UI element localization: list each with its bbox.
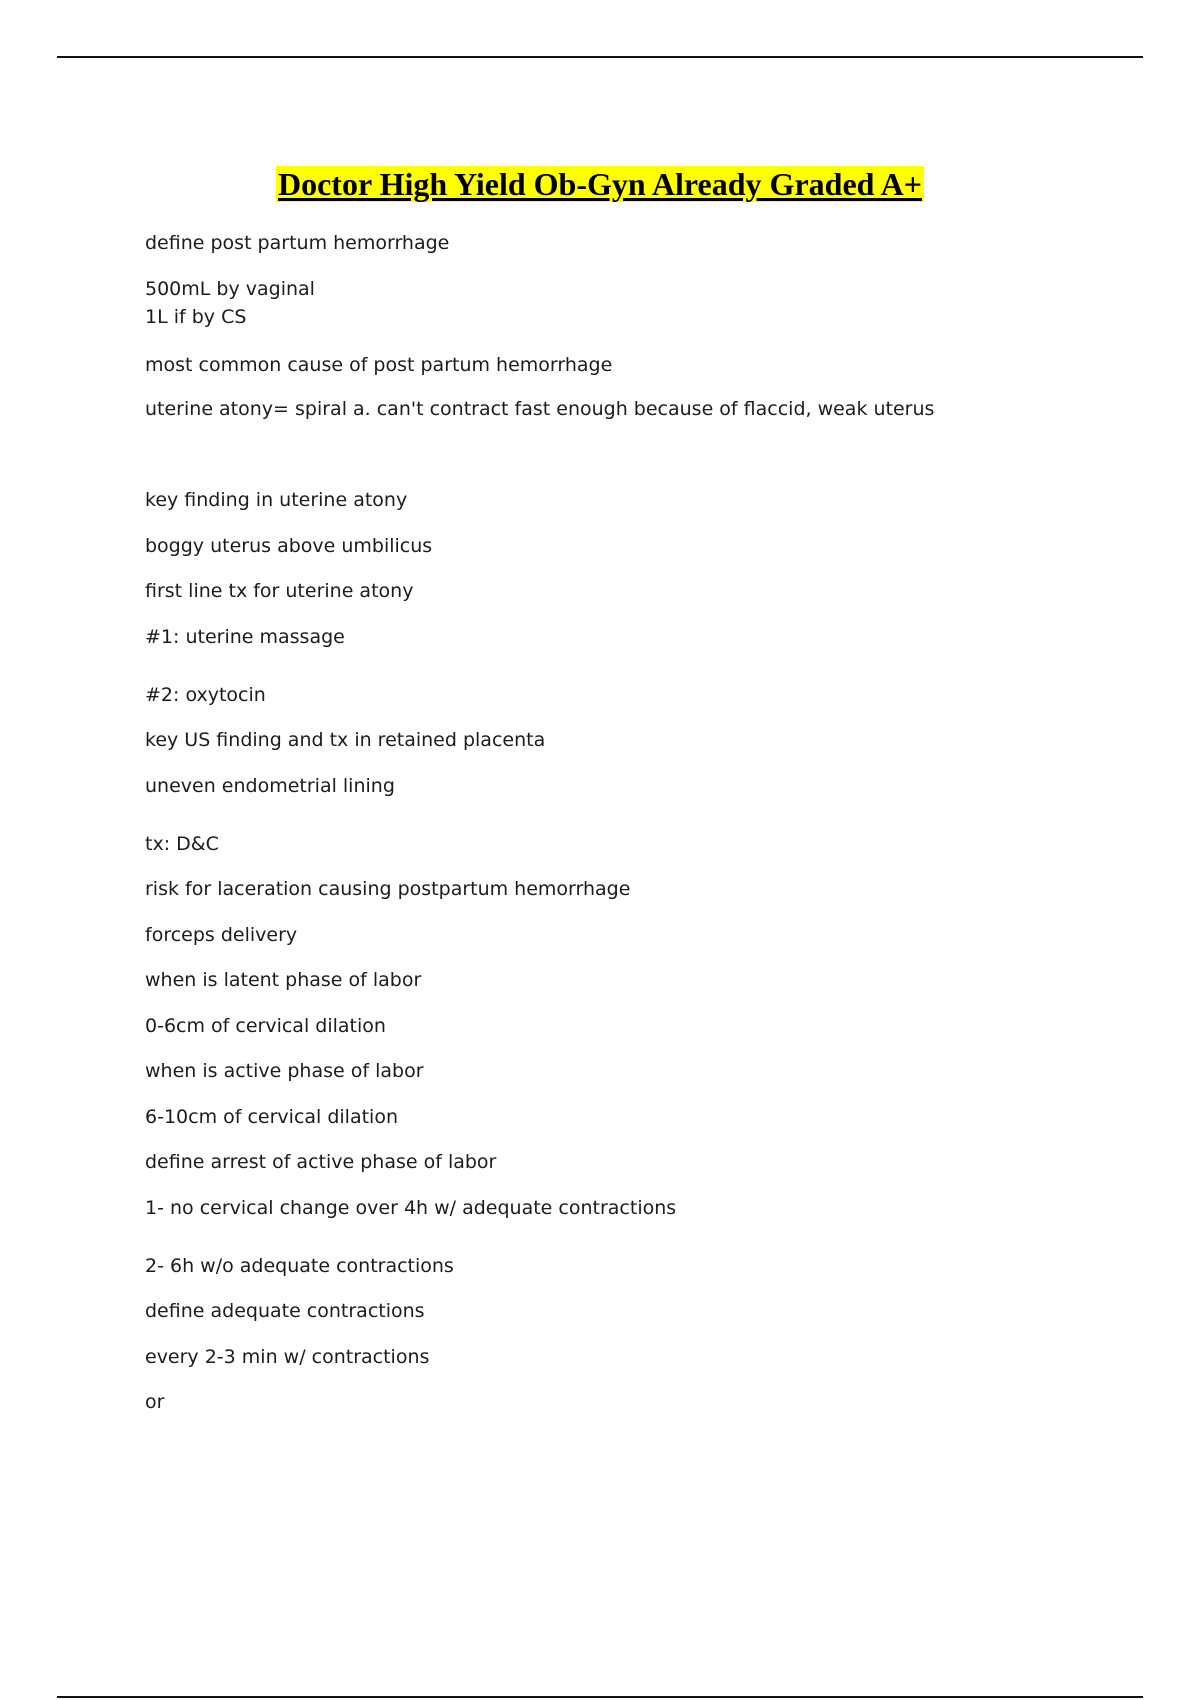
text-line: when is active phase of labor	[145, 1060, 424, 1082]
text-line: 0-6cm of cervical dilation	[145, 1015, 386, 1037]
text-line: forceps delivery	[145, 924, 298, 946]
text-line: every 2-3 min w/ contractions	[145, 1346, 430, 1368]
text-line: tx: D&C	[145, 833, 219, 855]
bottom-rule	[57, 1696, 1143, 1698]
text-line: boggy uterus above umbilicus	[145, 535, 433, 557]
text-line: define adequate contractions	[145, 1300, 425, 1322]
text-line: when is latent phase of labor	[145, 969, 422, 991]
title-container	[0, 166, 1200, 202]
text-line: #1: uterine massage	[145, 626, 345, 648]
text-line: risk for laceration causing postpartum hemorrhage	[145, 878, 631, 900]
text-line: 500mL by vaginal	[145, 278, 315, 300]
text-line: key US finding and tx in retained placenta	[145, 729, 546, 751]
text-line: key finding in uterine atony	[145, 489, 408, 511]
text-line: define arrest of active phase of labor	[145, 1151, 497, 1173]
text-line: define post partum hemorrhage	[145, 232, 450, 254]
text-line: 1L if by CS	[145, 306, 247, 328]
text-line: 2- 6h w/o adequate contractions	[145, 1255, 454, 1277]
text-line: uterine atony= spiral a. can't contract fast enough because of flaccid, weak uterus	[145, 398, 935, 420]
text-line: first line tx for uterine atony	[145, 580, 414, 602]
text-line: #2: oxytocin	[145, 684, 266, 706]
text-line: or	[145, 1391, 165, 1413]
top-rule	[57, 56, 1143, 58]
document-title: Doctor High Yield Ob-Gyn Already Graded A+	[277, 166, 923, 202]
text-line: uneven endometrial lining	[145, 775, 395, 797]
text-line: most common cause of post partum hemorrhage	[145, 354, 613, 376]
text-line: 1- no cervical change over 4h w/ adequate contractions	[145, 1197, 677, 1219]
text-line: 6-10cm of cervical dilation	[145, 1106, 399, 1128]
